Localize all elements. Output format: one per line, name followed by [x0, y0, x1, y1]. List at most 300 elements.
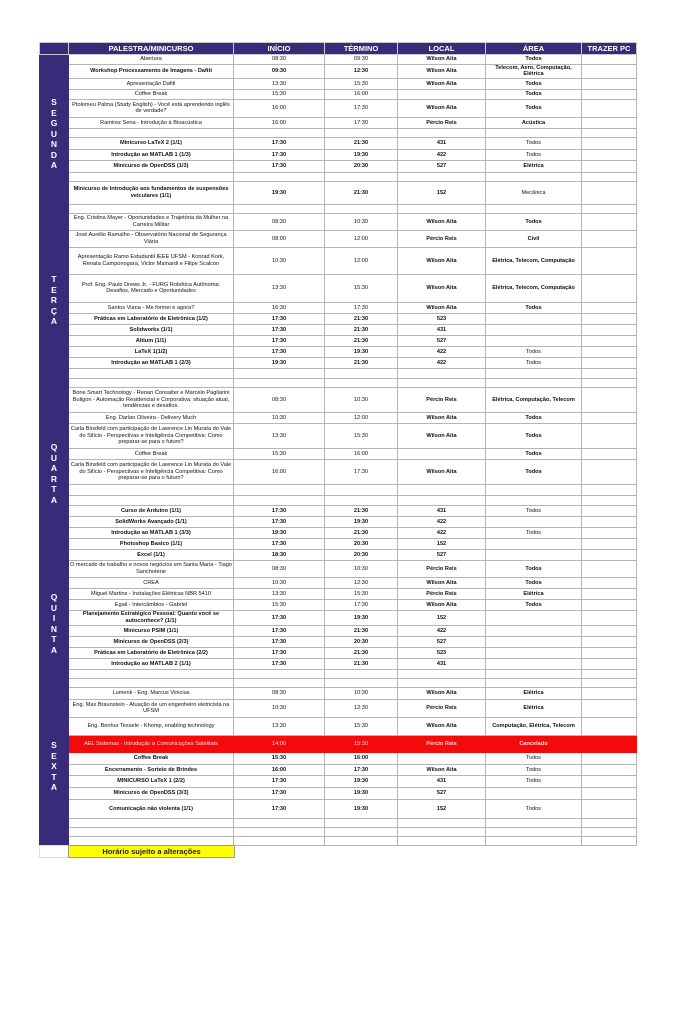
bring-pc — [582, 799, 637, 818]
talk-title: Minicurso de OpenDSS (3/3) — [69, 787, 234, 799]
start-time: 17:30 — [234, 658, 325, 669]
table-row — [40, 99, 637, 117]
talk-title: Ptolomeu Palma (Study English) - Você está aprendendo inglês de verdade? — [69, 99, 234, 117]
start-time: 15:30 — [234, 599, 325, 610]
end-time — [325, 172, 398, 181]
bring-pc — [582, 495, 637, 505]
end-time: 15:30 — [325, 274, 398, 302]
start-time: 15:30 — [234, 752, 325, 764]
table-row — [40, 335, 637, 346]
location — [398, 678, 486, 687]
table-row — [40, 149, 637, 160]
talk-title: Apresentação Ramo Estudantil IEEE UFSM - Konrad Kork, Renata Camponogara, Victor Mainardi e Filipe Scalcon — [69, 247, 234, 274]
start-time: 10:30 — [234, 577, 325, 588]
area: Todos — [486, 599, 582, 610]
empty-row — [40, 378, 637, 387]
location: Pércio Reis — [398, 230, 486, 247]
talk-title: Eng. Benhur Tessele - Khomp, enabling technology — [69, 717, 234, 735]
end-time — [325, 827, 398, 836]
location: 422 — [398, 346, 486, 357]
start-time — [234, 172, 325, 181]
bring-pc — [582, 636, 637, 647]
area: Todos — [486, 577, 582, 588]
talk-title — [69, 818, 234, 827]
start-time: 17:30 — [234, 137, 325, 149]
end-time: 12:00 — [325, 412, 398, 423]
location: 152 — [398, 610, 486, 625]
area: Todos — [486, 78, 582, 89]
header-talk: PALESTRA/MINICURSO — [69, 43, 234, 55]
day-letter: Q — [50, 592, 58, 603]
talk-title: Comunicação não violenta (1/1) — [69, 799, 234, 818]
end-time — [325, 836, 398, 845]
area — [486, 378, 582, 387]
talk-title: Eng. Cristina Mayer - Oportunidades e Trajetória da Mulher na Carreira Militar — [69, 213, 234, 230]
area: Cancelado — [486, 735, 582, 752]
talk-title — [69, 836, 234, 845]
table-row — [40, 137, 637, 149]
start-time: 17:30 — [234, 335, 325, 346]
area: Todos — [486, 55, 582, 65]
area: Elétrica — [486, 160, 582, 172]
start-time — [234, 495, 325, 505]
area: Elétrica, Telecom, Computação — [486, 274, 582, 302]
area: Todos — [486, 412, 582, 423]
area: Elétrica, Computação, Telecom — [486, 387, 582, 412]
bring-pc — [582, 818, 637, 827]
location — [398, 818, 486, 827]
start-time — [234, 378, 325, 387]
start-time: 17:30 — [234, 775, 325, 787]
talk-title: SolidWorks Avançado (1/1) — [69, 516, 234, 527]
talk-title: Carla Binsfeld com participação de Lawrence Lin Murata do Vale do Silício - Perspectivas e Inteligência Competitiva: Como preparar-se para o futuro? — [69, 423, 234, 448]
table-row — [40, 213, 637, 230]
table-row — [40, 610, 637, 625]
area: Todos — [486, 527, 582, 538]
end-time: 16:00 — [325, 448, 398, 459]
table-row — [40, 387, 637, 412]
day-letter: D — [50, 149, 58, 160]
day-label-sexta — [40, 687, 69, 845]
area: Elétrica — [486, 687, 582, 699]
table-row — [40, 302, 637, 313]
talk-title — [69, 678, 234, 687]
talk-title: Egali - Intercâmbios - Gabriel — [69, 599, 234, 610]
table-row — [40, 527, 637, 538]
start-time: 17:30 — [234, 636, 325, 647]
start-time: 16:00 — [234, 117, 325, 128]
empty-row — [40, 128, 637, 137]
end-time: 15:30 — [325, 717, 398, 735]
location — [398, 128, 486, 137]
location — [398, 752, 486, 764]
start-time: 13:30 — [234, 78, 325, 89]
talk-title — [69, 827, 234, 836]
location: 431 — [398, 658, 486, 669]
location: 523 — [398, 313, 486, 324]
empty-row — [40, 818, 637, 827]
talk-title: AEL Sistemas - Introdução à Comunicações Satelitais — [69, 735, 234, 752]
bring-pc — [582, 827, 637, 836]
start-time: 17:30 — [234, 516, 325, 527]
location: Wilson Aita — [398, 274, 486, 302]
header-end: TÉRMINO — [325, 43, 398, 55]
talk-title: Minicurso PSIM (1/1) — [69, 625, 234, 636]
table-row — [40, 412, 637, 423]
start-time: 13:30 — [234, 588, 325, 599]
day-letter: G — [50, 118, 58, 129]
table-row — [40, 717, 637, 735]
talk-title: O mercado de trabalho e novos negócios em Santa Maria - Tiago Sanchotene — [69, 560, 234, 577]
talk-title — [69, 172, 234, 181]
bring-pc — [582, 549, 637, 560]
empty-row — [40, 368, 637, 378]
area — [486, 324, 582, 335]
table-row — [40, 538, 637, 549]
location: Wilson Aita — [398, 78, 486, 89]
talk-title: MINICURSO LaTeX 1 (2/2) — [69, 775, 234, 787]
area — [486, 669, 582, 678]
bring-pc — [582, 775, 637, 787]
start-time: 13:30 — [234, 717, 325, 735]
day-letter: I — [52, 613, 56, 624]
empty-row — [40, 836, 637, 845]
talk-title: Minicurso de Introdução aos fundamentos de suspensões veiculares (1/1) — [69, 181, 234, 204]
area — [486, 836, 582, 845]
end-time: 12:00 — [325, 247, 398, 274]
area — [486, 549, 582, 560]
day-letter: T — [51, 484, 57, 495]
location: Wilson Aita — [398, 717, 486, 735]
table-row — [40, 787, 637, 799]
start-time: 17:30 — [234, 505, 325, 516]
start-time: 17:30 — [234, 149, 325, 160]
end-time — [325, 484, 398, 495]
day-label-quarta — [40, 387, 69, 560]
location — [398, 368, 486, 378]
empty-row — [40, 495, 637, 505]
talk-title — [69, 484, 234, 495]
table-row — [40, 313, 637, 324]
bring-pc — [582, 699, 637, 717]
end-time: 20:30 — [325, 160, 398, 172]
location: Wilson Aita — [398, 55, 486, 65]
day-letter: U — [50, 452, 58, 463]
table-row — [40, 346, 637, 357]
talk-title: Ramirez Sena - Introdução à Bioacústica — [69, 117, 234, 128]
day-label-terça — [40, 213, 69, 387]
location: Wilson Aita — [398, 213, 486, 230]
table-row — [40, 516, 637, 527]
table-row — [40, 599, 637, 610]
table-row — [40, 505, 637, 516]
talk-title: Photoshop Basico (1/1) — [69, 538, 234, 549]
start-time: 17:30 — [234, 787, 325, 799]
bring-pc — [582, 181, 637, 204]
start-time — [234, 827, 325, 836]
day-letter: T — [51, 274, 57, 285]
end-time: 12:30 — [325, 577, 398, 588]
area: Todos — [486, 448, 582, 459]
table-row — [40, 357, 637, 368]
start-time — [234, 484, 325, 495]
end-time: 21:30 — [325, 181, 398, 204]
location: Wilson Aita — [398, 577, 486, 588]
start-time: 17:30 — [234, 799, 325, 818]
day-letter: N — [50, 139, 58, 150]
day-letter: A — [50, 644, 58, 655]
area: Elétrica — [486, 699, 582, 717]
end-time: 15:30 — [325, 78, 398, 89]
end-time: 15:30 — [325, 735, 398, 752]
area: Todos — [486, 560, 582, 577]
end-time — [325, 495, 398, 505]
talk-title: Bone Smart Technology - Renan Consalter e Marcelo Pagliarini Buligon - Automação Residencial e Corporativa: situação atual, tendências e desafios. — [69, 387, 234, 412]
table-row — [40, 764, 637, 775]
day-letter: A — [50, 494, 58, 505]
end-time — [325, 204, 398, 213]
end-time: 19:30 — [325, 346, 398, 357]
end-time: 19:30 — [325, 610, 398, 625]
end-time: 21:30 — [325, 335, 398, 346]
start-time: 09:30 — [234, 65, 325, 79]
end-time: 19:30 — [325, 787, 398, 799]
area: Mecânica — [486, 181, 582, 204]
area — [486, 818, 582, 827]
area: Todos — [486, 137, 582, 149]
end-time: 12:30 — [325, 65, 398, 79]
area — [486, 678, 582, 687]
location — [398, 484, 486, 495]
end-time: 21:30 — [325, 527, 398, 538]
talk-title: Workshop Processamento de Imagens - Dafiti — [69, 65, 234, 79]
start-time: 14:00 — [234, 735, 325, 752]
end-time: 17:30 — [325, 99, 398, 117]
bring-pc — [582, 302, 637, 313]
bring-pc — [582, 78, 637, 89]
bring-pc — [582, 577, 637, 588]
end-time: 21:30 — [325, 313, 398, 324]
area — [486, 625, 582, 636]
table-row — [40, 799, 637, 818]
talk-title: Práticas em Laboratório de Eletrônica (2/2) — [69, 647, 234, 658]
bring-pc — [582, 752, 637, 764]
area: Todos — [486, 752, 582, 764]
area: Elétrica, Telecom, Computação — [486, 247, 582, 274]
area: Todos — [486, 149, 582, 160]
bring-pc — [582, 717, 637, 735]
bring-pc — [582, 560, 637, 577]
bring-pc — [582, 149, 637, 160]
header-area: ÁREA — [486, 43, 582, 55]
start-time: 17:30 — [234, 647, 325, 658]
end-time: 10:30 — [325, 560, 398, 577]
area — [486, 172, 582, 181]
bring-pc — [582, 117, 637, 128]
talk-title: Coffee Break — [69, 89, 234, 99]
header-row — [40, 43, 637, 55]
talk-title: Introdução ao MATLAB 2 (1/1) — [69, 658, 234, 669]
start-time — [234, 836, 325, 845]
end-time: 21:30 — [325, 324, 398, 335]
area — [486, 484, 582, 495]
location — [398, 172, 486, 181]
talk-title: Coffee Break — [69, 448, 234, 459]
footer-spacer — [39, 845, 70, 858]
location — [398, 827, 486, 836]
start-time: 17:30 — [234, 538, 325, 549]
schedule-sheet — [39, 42, 636, 846]
location: Pércio Reis — [398, 699, 486, 717]
talk-title — [69, 378, 234, 387]
day-letter: U — [50, 602, 58, 613]
area: Acústica — [486, 117, 582, 128]
location — [398, 204, 486, 213]
area: Todos — [486, 357, 582, 368]
start-time: 16:00 — [234, 764, 325, 775]
location: Pércio Reis — [398, 387, 486, 412]
start-time — [234, 204, 325, 213]
start-time: 10:30 — [234, 699, 325, 717]
table-row — [40, 324, 637, 335]
table-row — [40, 636, 637, 647]
area — [486, 516, 582, 527]
end-time: 19:30 — [325, 516, 398, 527]
start-time: 16:00 — [234, 99, 325, 117]
bring-pc — [582, 99, 637, 117]
day-letter: A — [50, 782, 58, 793]
bring-pc — [582, 65, 637, 79]
start-time: 19:30 — [234, 357, 325, 368]
table-row — [40, 247, 637, 274]
day-letter: U — [50, 128, 58, 139]
bring-pc — [582, 787, 637, 799]
bring-pc — [582, 423, 637, 448]
end-time: 15:30 — [325, 423, 398, 448]
area — [486, 787, 582, 799]
area: Todos — [486, 302, 582, 313]
location: 431 — [398, 505, 486, 516]
location: 152 — [398, 538, 486, 549]
table-row — [40, 423, 637, 448]
end-time — [325, 378, 398, 387]
talk-title: Curso de Arduino (1/1) — [69, 505, 234, 516]
area — [486, 647, 582, 658]
day-letter: E — [51, 284, 57, 295]
bring-pc — [582, 313, 637, 324]
talk-title: Lumenk - Eng. Marcus Vinicius — [69, 687, 234, 699]
header-day — [40, 43, 69, 55]
start-time: 08:30 — [234, 560, 325, 577]
area — [486, 538, 582, 549]
table-row — [40, 181, 637, 204]
day-letter: S — [51, 740, 57, 751]
empty-row — [40, 678, 637, 687]
start-time: 08:30 — [234, 387, 325, 412]
area: Civil — [486, 230, 582, 247]
talk-title: Coffee Break — [69, 752, 234, 764]
location: Wilson Aita — [398, 412, 486, 423]
start-time: 13:30 — [234, 274, 325, 302]
table-row — [40, 687, 637, 699]
table-row — [40, 549, 637, 560]
location: Wilson Aita — [398, 764, 486, 775]
talk-title: Carla Binsfeld com participação de Lawrence Lin Murata do Vale do Silício - Perspectivas e Inteligência Competitiva: Como preparar-se para o futuro? — [69, 459, 234, 484]
table-row — [40, 89, 637, 99]
day-letter: X — [51, 761, 57, 772]
talk-title: Introdução ao MATLAB 1 (3/3) — [69, 527, 234, 538]
end-time: 17:30 — [325, 117, 398, 128]
location: Wilson Aita — [398, 599, 486, 610]
start-time: 17:30 — [234, 324, 325, 335]
end-time: 20:30 — [325, 549, 398, 560]
end-time: 21:30 — [325, 658, 398, 669]
end-time: 16:00 — [325, 752, 398, 764]
table-row — [40, 117, 637, 128]
end-time: 10:30 — [325, 387, 398, 412]
header-start: INÍCIO — [234, 43, 325, 55]
talk-title: Introdução ao MATLAB 1 (2/3) — [69, 357, 234, 368]
bring-pc — [582, 459, 637, 484]
talk-title — [69, 128, 234, 137]
area: Todos — [486, 764, 582, 775]
bring-pc — [582, 448, 637, 459]
bring-pc — [582, 230, 637, 247]
day-letter: Q — [50, 442, 58, 453]
location: Wilson Aita — [398, 423, 486, 448]
end-time: 19:30 — [325, 799, 398, 818]
table-row — [40, 577, 637, 588]
empty-row — [40, 669, 637, 678]
start-time: 16:30 — [234, 302, 325, 313]
bring-pc — [582, 505, 637, 516]
location: 527 — [398, 160, 486, 172]
header-bring-pc: TRAZER PC — [582, 43, 637, 55]
talk-title: Prof. Eng. Paulo Drews Jr. - FURG Robótica Autônoma: Desafios, Mercado e Oportunidades — [69, 274, 234, 302]
location: Wilson Aita — [398, 99, 486, 117]
table-row — [40, 658, 637, 669]
day-letter: E — [51, 107, 57, 118]
talk-title: Minicurso LaTeX 2 (1/1) — [69, 137, 234, 149]
start-time: 18:30 — [234, 549, 325, 560]
table-row — [40, 699, 637, 717]
bring-pc — [582, 55, 637, 65]
talk-title — [69, 669, 234, 678]
schedule-note: Horário sujeito a alterações — [68, 845, 235, 858]
end-time: 17:30 — [325, 459, 398, 484]
start-time: 10:30 — [234, 412, 325, 423]
talk-title: Minicurso de OpenDSS (1/3) — [69, 160, 234, 172]
bring-pc — [582, 538, 637, 549]
bring-pc — [582, 764, 637, 775]
bring-pc — [582, 247, 637, 274]
talk-title: Minicurso de OpenDSS (2/3) — [69, 636, 234, 647]
table-row — [40, 65, 637, 79]
location — [398, 669, 486, 678]
talk-title: Solidworks (1/1) — [69, 324, 234, 335]
talk-title: Santos Viana - Me formei e agora? — [69, 302, 234, 313]
bring-pc — [582, 160, 637, 172]
start-time: 08:30 — [234, 213, 325, 230]
bring-pc — [582, 658, 637, 669]
location — [398, 89, 486, 99]
area: Todos — [486, 775, 582, 787]
bring-pc — [582, 735, 637, 752]
talk-title: Eng. Max Braunstein - Atuação de um engenheiro eletricista na UFSM — [69, 699, 234, 717]
day-label-segunda — [40, 55, 69, 214]
end-time: 09:30 — [325, 55, 398, 65]
area: Computação, Elétrica, Telecom — [486, 717, 582, 735]
